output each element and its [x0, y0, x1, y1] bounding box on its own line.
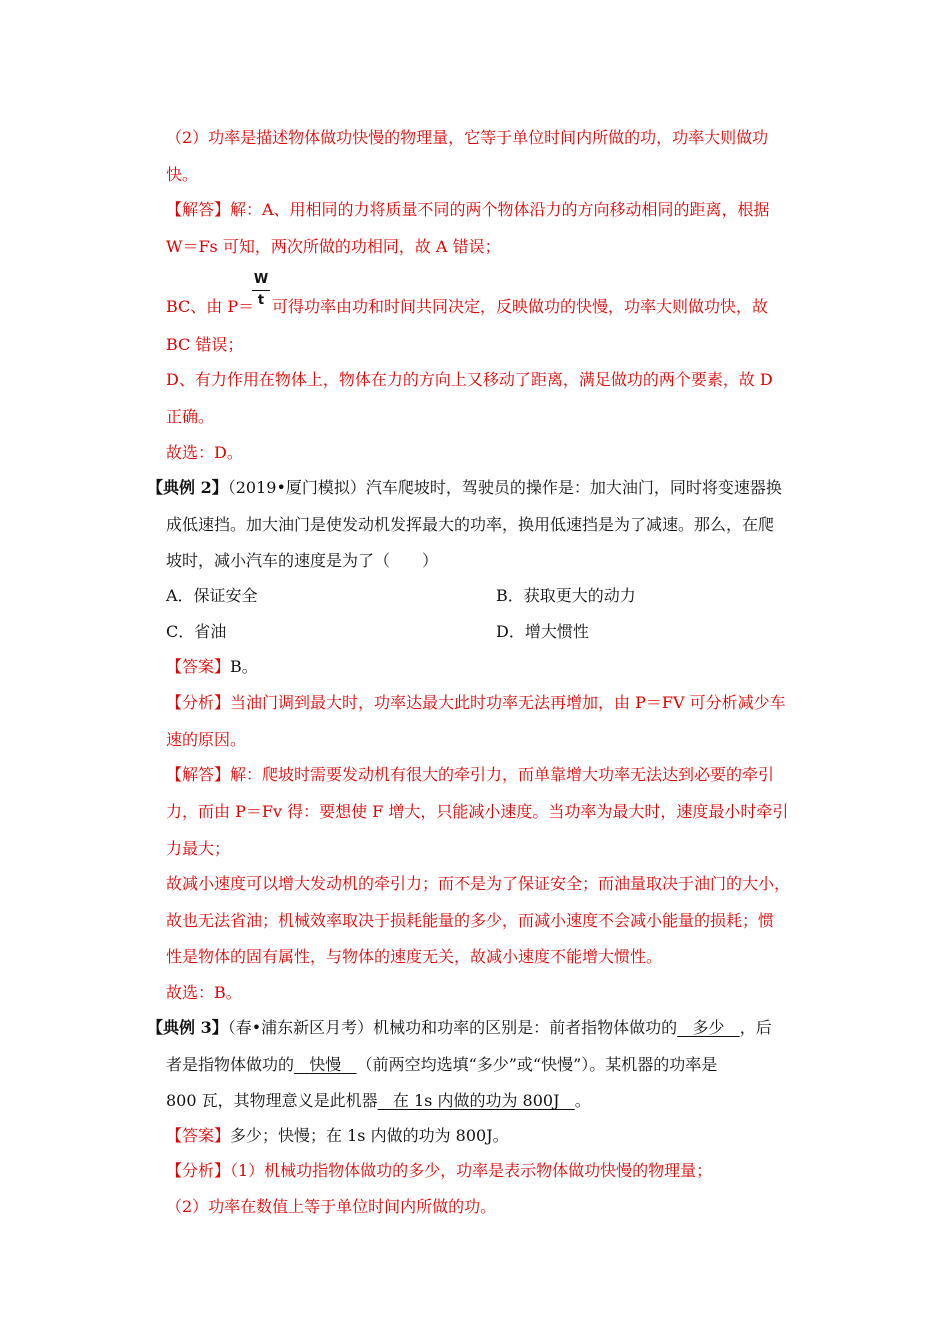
example-2-line-2: 成低速挡。加大油门是使发动机发挥最大的功率，换用低速挡是为了减速。那么，在爬	[166, 515, 775, 534]
option-a: A．保证安全	[166, 586, 258, 605]
example-3-line-2: 者是指物体做功的 快慢 （前两空均选填“多少”或“快慢”）。某机器的功率是	[166, 1055, 718, 1074]
analysis-point-2: （2）功率是描述物体做功快慢的物理量，它等于单位时间内所做的功，功率大则做功	[166, 128, 769, 147]
answer-value: B。	[230, 657, 258, 676]
example-2-heading	[147, 477, 782, 499]
example-2-solution-2: 力，而由 P＝Fv 得：要想使 F 增大，只能减小速度。当功率为最大时，速度最小时牵引	[166, 802, 789, 821]
example-3-heading	[147, 1017, 772, 1039]
fraction-bar	[252, 290, 270, 291]
analysis-point-2-cont: 快。	[166, 165, 199, 184]
example-2-solution-4: 故减小速度可以增大发动机的牵引力；而不是为了保证安全；而油量取决于油门的大小，	[166, 874, 791, 893]
example-3-analysis-2: （2）功率在数值上等于单位时间内所做的功。	[166, 1197, 497, 1216]
choice-d: 故选：D。	[166, 443, 243, 462]
example-2-analysis-2: 速的原因。	[166, 730, 247, 749]
blank-3: 在 1s 内做的功为 800J	[392, 1091, 560, 1110]
example-2-analysis-1: 【分析】当油门调到最大时，功率达最大此时功率无法再增加，由 P＝FV 可分析减少车	[166, 693, 786, 712]
example-2-text: （2019•厦门模拟）汽车爬坡时，驾驶员的操作是：加大油门，同时将变速器换	[227, 478, 782, 497]
example-2-solution-1: 【解答】解：爬坡时需要发动机有很大的牵引力，而单靠增大功率无法达到必要的牵引	[166, 765, 775, 784]
option-b: B．获取更大的动力	[496, 586, 636, 605]
solution-line-5: D、有力作用在物体上，物体在力的方向上又移动了距离，满足做功的两个要素，故 D	[166, 370, 773, 389]
example-2-line-3: 坡时，减小汽车的速度是为了（ ）	[166, 551, 439, 570]
solution-line-1: 【解答】解：A、用相同的力将质量不同的两个物体沿力的方向移动相同的距离，根据	[166, 200, 770, 219]
solution-line-4: BC 错误；	[166, 335, 244, 354]
example-3-text-end: ，后	[739, 1018, 772, 1037]
example-3-answer	[166, 1125, 509, 1147]
option-d: D．增大惯性	[496, 622, 589, 641]
example-2-solution-3: 力最大；	[166, 839, 231, 858]
blank-1: 多少	[692, 1018, 725, 1037]
example-2-answer	[166, 656, 258, 678]
fraction-numerator: W	[253, 272, 269, 287]
example-2-solution-6: 性是物体的固有属性，与物体的速度无关，故减小速度不能增大惯性。	[166, 947, 663, 966]
example-3-text: （春•浦东新区月考）机械功和功率的区别是：前者指物体做功的	[227, 1018, 678, 1037]
solution-line-3b: 可得功率由功和时间共同决定，反映做功的快慢，功率大则做功快，故	[272, 297, 769, 316]
example-3-analysis-1: 【分析】（1）机械功指物体做功的多少，功率是表示物体做功快慢的物理量；	[166, 1161, 713, 1180]
example-2-solution-5: 故也无法省油；机械效率取决于损耗能量的多少，而减小速度不会减小能量的损耗；惯	[166, 911, 775, 930]
solution-line-6: 正确。	[166, 407, 215, 426]
option-c: C．省油	[166, 622, 227, 641]
choice-b: 故选：B。	[166, 983, 242, 1002]
answer-label: 【答案】	[166, 657, 231, 676]
example-2-label: 【典例 2】	[147, 478, 228, 497]
solution-line-2: W＝Fs 可知，两次所做的功相同，故 A 错误；	[166, 237, 501, 256]
fraction-denominator: t	[257, 293, 265, 308]
example-3-label: 【典例 3】	[147, 1018, 228, 1037]
solution-line-3a: BC、由 P＝	[166, 297, 255, 316]
answer-label-3: 【答案】	[166, 1126, 231, 1145]
example-3-line-3: 800 瓦，其物理意义是此机器 在 1s 内做的功为 800J 。	[166, 1091, 591, 1110]
answer-value-3: 多少；快慢；在 1s 内做的功为 800J。	[230, 1126, 509, 1145]
blank-2: 快慢	[309, 1055, 342, 1074]
power-fraction	[252, 272, 270, 309]
